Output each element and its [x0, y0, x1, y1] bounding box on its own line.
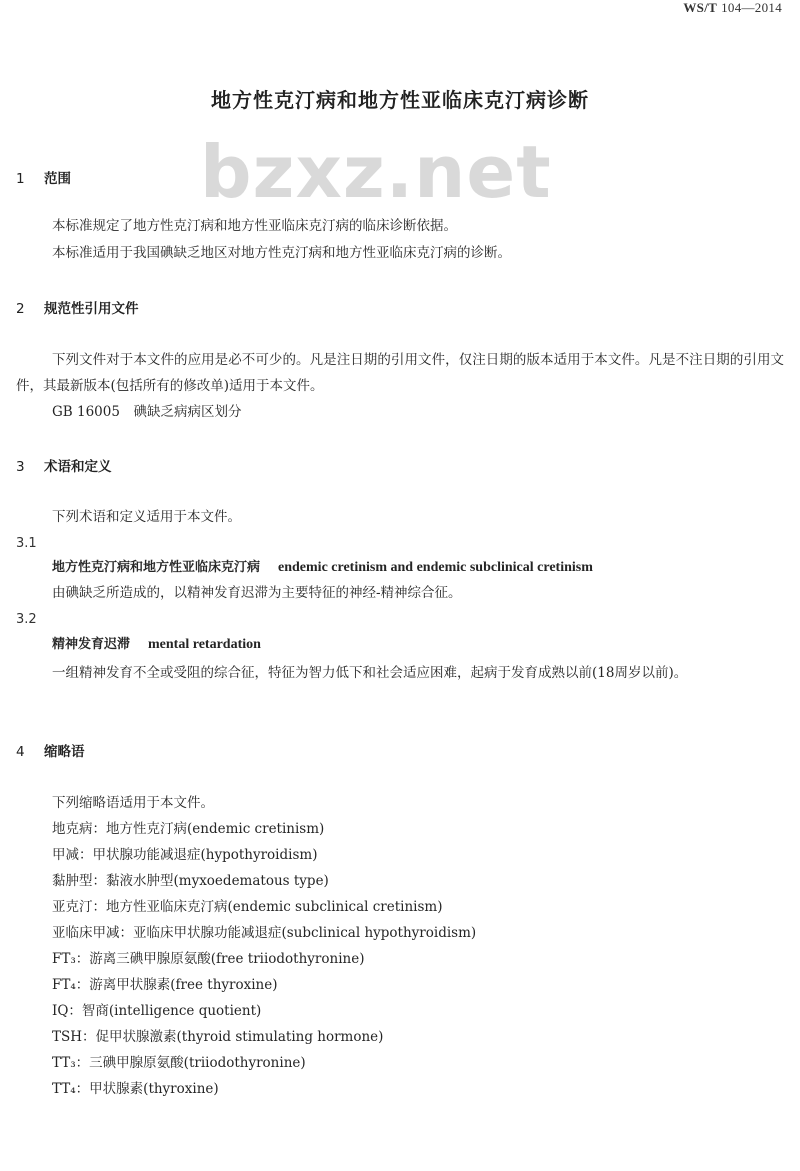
term-3-1-definition: 由碘缺乏所造成的，以精神发育迟滞为主要特征的神经-精神综合征。: [52, 585, 462, 601]
standard-number: 104—2014: [721, 0, 782, 15]
abbreviation-list: [52, 790, 476, 1102]
abbreviation-item: 黏肿型：黏液水肿型(myxoedematous type): [52, 873, 329, 889]
abbreviation-item: TT₃：三碘甲腺原氨酸(triiodothyronine): [52, 1055, 306, 1071]
term-3-1-title: [52, 558, 593, 578]
term-3-1-number: 3.1: [16, 536, 37, 551]
section-number: 2: [16, 301, 25, 317]
section-title: 缩略语: [44, 744, 85, 760]
abbreviation-item: 亚克汀：地方性亚临床克汀病(endemic subclinical cretinism): [52, 899, 443, 915]
abbreviation-item: IQ：智商(intelligence quotient): [52, 1003, 262, 1019]
standard-prefix: WS/T: [683, 0, 718, 15]
section-title: 范围: [44, 171, 71, 187]
abbreviation-item: TSH：促甲状腺激素(thyroid stimulating hormone): [52, 1029, 384, 1045]
section-1-paragraph-2: 本标准适用于我国碘缺乏地区对地方性克汀病和地方性亚临床克汀病的诊断。: [52, 245, 511, 261]
section-number: 4: [16, 744, 25, 760]
abbreviation-item: FT₄：游离甲状腺素(free thyroxine): [52, 977, 278, 993]
section-3-intro: 下列术语和定义适用于本文件。: [52, 509, 241, 525]
abbreviation-item: 地克病：地方性克汀病(endemic cretinism): [52, 821, 325, 837]
term-chinese: 精神发育迟滞: [52, 637, 131, 652]
term-english: mental retardation: [148, 637, 261, 652]
term-3-2-number: 3.2: [16, 612, 37, 627]
abbreviation-item: 亚临床甲减：亚临床甲状腺功能减退症(subclinical hypothyroidism): [52, 925, 477, 941]
term-3-2-title: [52, 635, 261, 655]
normative-reference: GB 16005 碘缺乏病病区划分: [52, 404, 242, 420]
section-3-heading: [16, 455, 112, 475]
section-title: 规范性引用文件: [44, 301, 139, 317]
section-2-heading: [16, 297, 139, 317]
section-4-heading: [16, 740, 85, 760]
term-3-2-definition: 一组精神发育不全或受阻的综合征，特征为智力低下和社会适应困难，起病于发育成熟以前(18周岁以前)。: [52, 665, 688, 681]
section-title: 术语和定义: [44, 459, 112, 475]
abbreviation-item: FT₃：游离三碘甲腺原氨酸(free triiodothyronine): [52, 951, 365, 967]
section-1-paragraph-1: 本标准规定了地方性克汀病和地方性亚临床克汀病的临床诊断依据。: [52, 218, 457, 234]
section-number: 3: [16, 459, 25, 475]
abbreviation-intro: 下列缩略语适用于本文件。: [52, 795, 214, 811]
page-title: 地方性克汀病和地方性亚临床克汀病诊断: [211, 88, 589, 112]
abbreviation-item: TT₄：甲状腺素(thyroxine): [52, 1081, 219, 1097]
section-2-paragraph-1: 下列文件对于本文件的应用是必不可少的。凡是注日期的引用文件，仅注日期的版本适用于本文件。凡是不注日期的引用文件，其最新版本(包括所有的修改单)适用于本文件。: [16, 352, 784, 394]
term-english: endemic cretinism and endemic subclinical cretinism: [278, 560, 593, 575]
document-code: [683, 0, 782, 16]
section-1-heading: [16, 167, 71, 187]
abbreviation-item: 甲减：甲状腺功能减退症(hypothyroidism): [52, 847, 318, 863]
section-number: 1: [16, 171, 25, 187]
term-chinese: 地方性克汀病和地方性亚临床克汀病: [52, 560, 261, 575]
watermark: bzxz.net: [200, 130, 552, 214]
